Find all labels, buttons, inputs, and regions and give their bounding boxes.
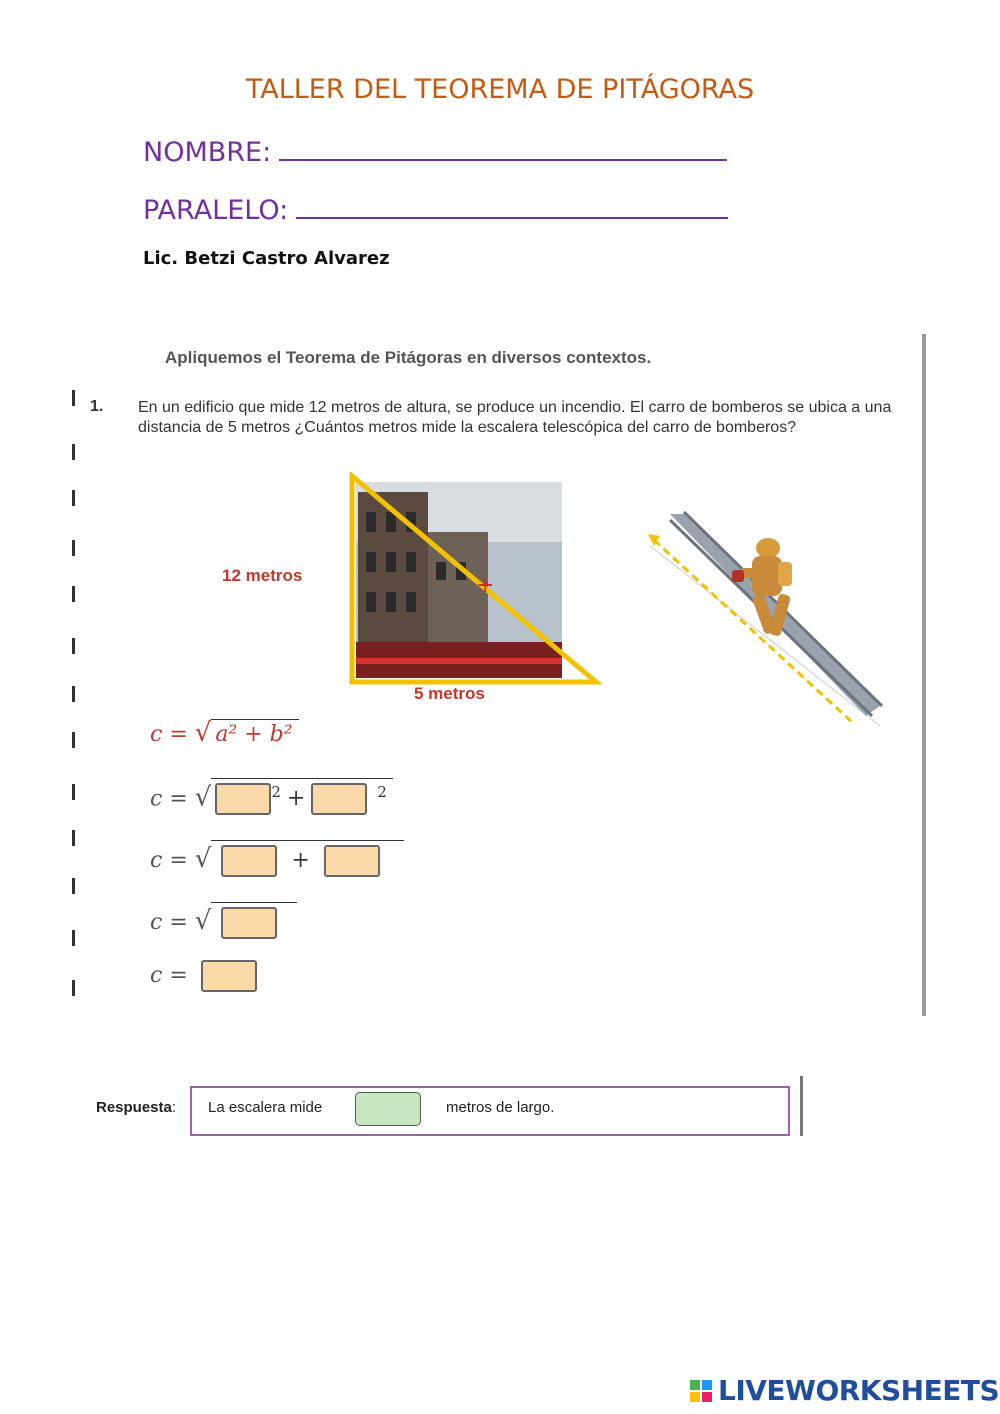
parallel-input-line[interactable] (296, 190, 728, 219)
building-fire-illustration (346, 472, 602, 686)
base-label: 5 metros (414, 684, 485, 703)
section-title: Apliquemos el Teorema de Pitágoras en diversos contextos. (165, 348, 652, 367)
answer-label: Respuesta: (96, 1099, 177, 1116)
scan-margin-marks (72, 390, 78, 1010)
step-2-box-b[interactable] (324, 845, 380, 877)
name-input-line[interactable] (279, 132, 727, 161)
liveworksheets-logo (690, 1374, 999, 1407)
answer-edge (800, 1076, 803, 1136)
brand-text: LIVEWORKSHEETS (718, 1374, 1000, 1407)
name-field-row (143, 132, 727, 168)
step-2-row: c = √ + (150, 840, 404, 877)
step-1-box-b[interactable] (311, 783, 367, 815)
step-1-row: c = √ $^2$ + $^2$ (150, 778, 393, 815)
step-2-box-a[interactable] (221, 845, 277, 877)
step-4-row (150, 960, 257, 992)
firefighter-ladder-illustration (640, 506, 890, 736)
step-3-c-label: c = (150, 910, 188, 935)
name-label: NOMBRE: (143, 137, 272, 168)
step-1-exp-a: 2 (271, 783, 281, 801)
step-1-exp-b: 2 (377, 783, 387, 801)
step-4-box[interactable] (201, 960, 257, 992)
height-label: 12 metros (222, 566, 303, 585)
step-3-row: c = √ (150, 902, 297, 939)
formula-radicand: a² + b² (211, 719, 298, 747)
step-2-plus: + (291, 848, 310, 873)
answer-text-before: La escalera mide (208, 1099, 323, 1116)
panel-edge (922, 334, 926, 1016)
step-1-c-label: c = (150, 786, 188, 812)
worksheet-title: TALLER DEL TEOREMA DE PITÁGORAS (245, 74, 755, 105)
parallel-label: PARALELO: (143, 195, 289, 226)
step-1-box-a[interactable] (215, 783, 271, 815)
answer-text-after: metros de largo. (446, 1099, 555, 1116)
formula-c-label: c = (150, 722, 188, 747)
parallel-field-row (143, 190, 728, 226)
question-number: 1. (90, 398, 104, 415)
answer-input[interactable] (355, 1092, 421, 1126)
svg-text:+: + (476, 573, 495, 598)
step-1-plus: + (286, 786, 306, 812)
step-4-c-label: c = (150, 963, 188, 988)
step-3-box[interactable] (221, 907, 277, 939)
pythagoras-formula: c = √ a² + b² (150, 718, 299, 748)
step-2-c-label: c = (150, 848, 188, 873)
liveworksheets-icon (690, 1380, 714, 1404)
question-text: En un edificio que mide 12 metros de altura, se produce un incendio. El carro de bomberos se ubica a una distancia de 5 metros ¿Cuántos metros mide la escalera telescópica del carro de bomberos? (138, 399, 892, 436)
author-name: Lic. Betzi Castro Alvarez (143, 248, 390, 269)
